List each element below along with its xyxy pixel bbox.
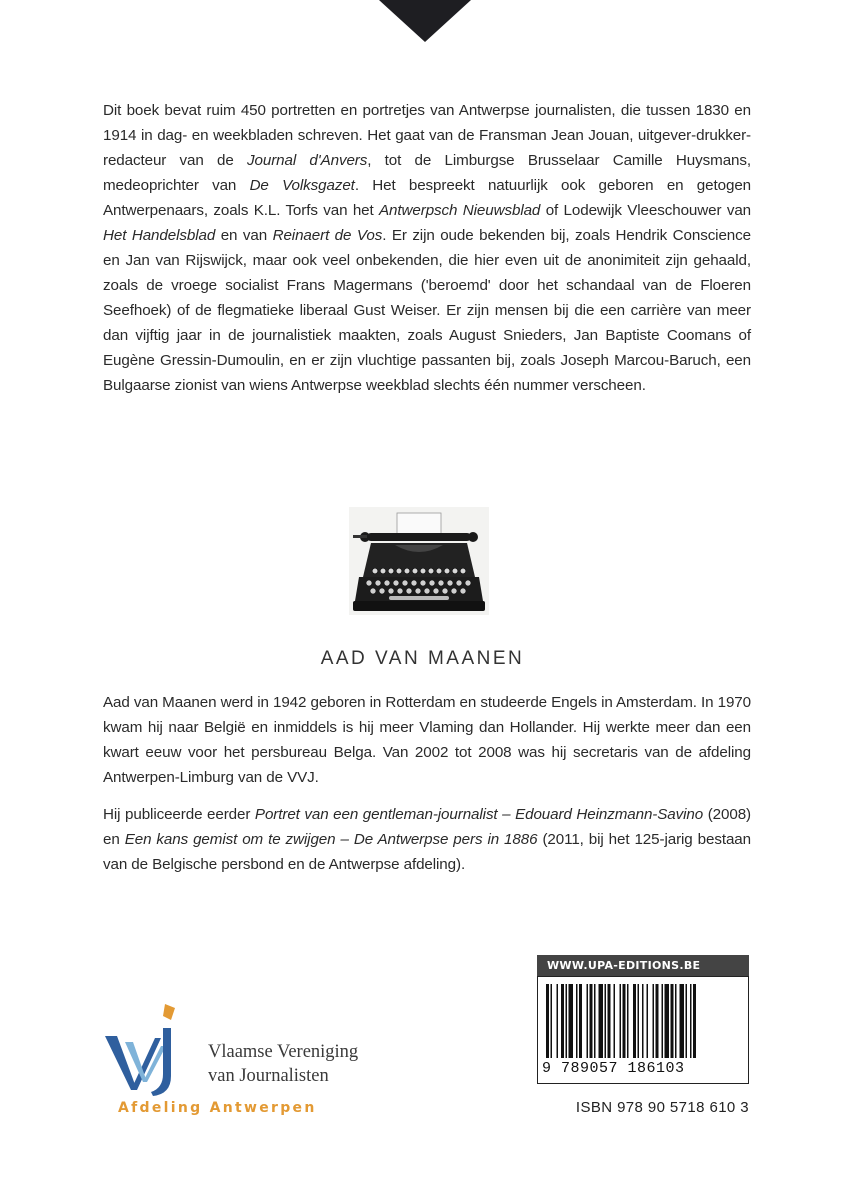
barcode-bar [605,984,607,1058]
barcode-bar [561,984,564,1058]
author-bio [103,690,751,877]
barcode-bar [623,984,626,1058]
isbn-number: ISBN 978 90 5718 610 3 [575,1099,749,1116]
barcode-digits: 9 789057 186103 [542,1060,685,1077]
barcode-bar [665,984,670,1058]
bio-segment: Portret van een gentleman-journalist – Edouard Heinzmann-Savino [254,806,704,823]
barcode-bar [671,984,674,1058]
typewriter-icon [345,505,493,617]
barcode-bar [569,984,574,1058]
barcode-bar [579,984,582,1058]
bio-paragraph-1: Aad van Maanen werd in 1942 geboren in Rotterdam en studeerde Engels in Amsterdam. In 1970 kwam hij naar België en inmiddels is hij meer Vlaming dan Hollander. Hij werkte meer dan een kwart eeuw voor het persbureau Belga. Van 2002 tot 2008 was hij secretaris van de afdeling Antwerpen-Limburg van de VVJ. [103,694,751,786]
intro-segment: . Er zijn oude bekenden bij, zoals Hendrik Conscience en Jan van Rijswijck, maar ook veel onbekenden, die hier even uit de anonimiteit zijn gehaald, zoals de vroege socialist Frans Magermans ('beroemd' door het schandaal van de Floeren Seefhoek) of de flegmatieke liberaal Gust Weiser. Er zijn mensen bij die een carrière van meer dan vijftig jaar in de journalistiek maakten, zoals August Snieders, Jan Baptiste Coomans of Eugène Gressin-Dumoulin, en er zijn vluchtige passanten bij, zoals Joseph Marcou-Baruch, een Bulgaarse zionist van wiens Antwerpse weekblad slechts één nummer verscheen. [103,227,751,394]
intro-segment: , tot de Limburgse Brusselaar Camille Huysmans, medeoprichter van [103,152,751,194]
barcode-bar [693,984,696,1058]
intro-segment: . Het bespreekt natuurlijk ook geboren en getogen Antwerpenaars, zoals K.L. Torfs van het [103,177,752,219]
barcode-bar [647,984,649,1058]
barcode-bar [686,984,688,1058]
vvj-logo-icon [103,998,203,1098]
barcode-bar [627,984,629,1058]
intro-segment: Journal d'Anvers [247,152,368,169]
vvj-name [208,1040,358,1088]
barcode-bar [594,984,596,1058]
top-notch-triangle [379,0,471,42]
bio-segment: Een kans gemist om te zwijgen – De Antwerpse pers in 1886 [124,831,538,848]
intro-segment: Het Handelsblad [103,227,216,244]
intro-segment: of Lodewijk Vleeschouwer van [540,202,752,219]
intro-segment: De Volksgazet [249,177,355,194]
barcode-bar [662,984,664,1058]
barcode-bar [633,984,636,1058]
barcode-bar [590,984,593,1058]
vvj-name-line-2: van Journalisten [208,1066,329,1086]
bio-segment: (2011, bij het 125-jarig bestaan van de Belgische persbond en de Antwerpse afdeling). [103,831,751,873]
bio-segment: Hij publiceerde eerder [103,806,255,823]
barcode-bar [557,984,559,1058]
barcode-bar [638,984,640,1058]
barcode-bar [551,984,553,1058]
barcode-bar [566,984,568,1058]
intro-segment: Reinaert de Vos [272,227,383,244]
bio-paragraph-2 [103,802,751,877]
barcode-bar [546,984,549,1058]
vvj-department: Afdeling Antwerpen [118,1100,317,1116]
barcode-bar [653,984,655,1058]
barcode-bars [546,984,742,1058]
barcode-bar [690,984,692,1058]
barcode-bar [587,984,589,1058]
barcode-bar [675,984,677,1058]
intro-segment: Dit boek bevat ruim 450 portretten en portretjes van Antwerpse journalisten, die tussen 1830 en 1914 in dag- en weekbladen schreven. Het gaat van de Fransman Jean Jouan, uitgever-drukker-redacteur van de [103,102,751,169]
intro-segment: en van [215,227,273,244]
barcode-bar [620,984,622,1058]
barcode-bar [642,984,644,1058]
barcode-bar [656,984,659,1058]
vvj-name-line-1: Vlaamse Vereniging [208,1042,359,1062]
barcode [537,976,749,1084]
barcode-bar [680,984,685,1058]
barcode-bar [608,984,611,1058]
barcode-bar [576,984,578,1058]
barcode-bar [599,984,604,1058]
barcode-bar [614,984,616,1058]
author-heading: AAD VAN MAANEN [320,648,525,669]
bio-segment: (2008) en [103,806,751,848]
intro-paragraph [103,98,751,398]
intro-segment: Antwerpsch Nieuwsblad [379,202,541,219]
intro-text [103,98,751,398]
publisher-url: WWW.UPA-EDITIONS.BE [537,955,749,976]
